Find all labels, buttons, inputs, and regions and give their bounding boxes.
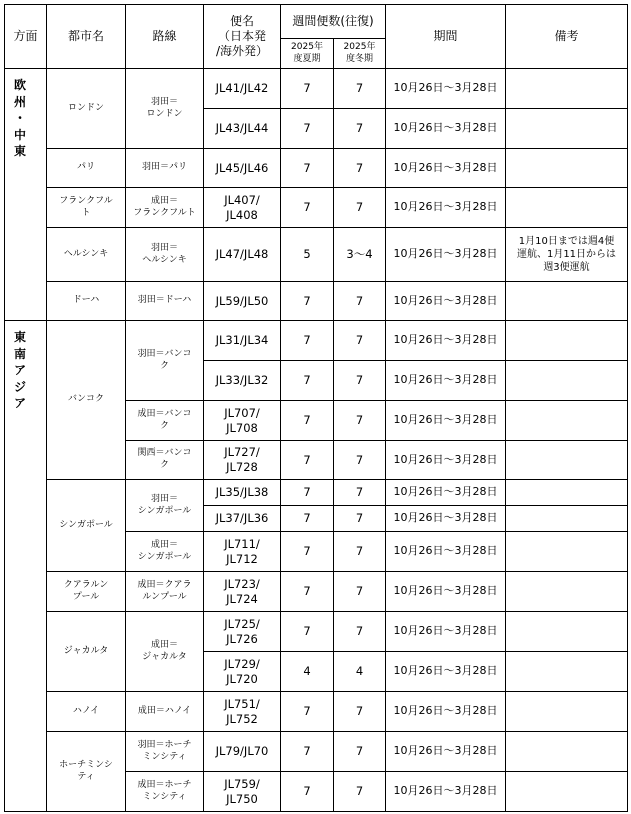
header-summer-line1: 2025年 [291,41,323,52]
flight-number-line: JL708 [226,420,258,435]
flight-number-line: JL724 [226,591,258,606]
flight-number-line: JL728 [226,460,258,474]
period-cell: 10月26日～3月28日 [386,69,506,109]
city-line: フランクフル [59,195,113,206]
winter-frequency-cell: 7 [334,361,386,401]
flight-number-line: JL725/ [224,616,260,631]
header-summer-line2: 度夏期 [293,53,321,64]
route-cell [126,612,204,692]
header-flight-line3: /海外発） [215,44,269,58]
header-flight-line1: 便名 [229,14,254,28]
winter-frequency-cell: 7 [334,612,386,652]
flight-number-line: JL33/JL32 [215,373,269,388]
header-note: 備考 [506,5,628,69]
period-cell: 10月26日～3月28日 [386,652,506,692]
region-cell [5,321,47,812]
route-line: 関西＝バンコ [137,448,192,459]
winter-frequency-cell: 7 [334,188,386,228]
table-row [5,321,628,361]
flight-number-line: JL37/JL36 [215,511,269,526]
flight-number-cell [204,441,281,480]
route-line: 成田＝ [150,539,178,550]
note-cell [506,612,628,652]
flight-number-cell [204,228,281,282]
note-cell [506,228,628,282]
city-cell [47,149,126,188]
route-line: 羽田＝ホーチ [137,739,192,750]
note-cell [506,401,628,441]
flight-number-line: JL711/ [224,536,260,551]
route-line: シンガポール [137,505,192,516]
note-cell [506,361,628,401]
city-line: バンコク [67,394,104,405]
table-row [5,612,628,652]
flight-number-cell [204,692,281,732]
city-cell [47,321,126,480]
city-cell [47,480,126,572]
region-char: 中 [13,127,26,142]
note-cell [506,572,628,612]
period-cell: 10月26日～3月28日 [386,732,506,772]
winter-frequency-cell: 7 [334,401,386,441]
city-line: ティ [77,771,95,782]
table-row [5,480,628,506]
header-row-1 [5,5,628,39]
city-cell [47,732,126,812]
table-row [5,732,628,772]
city-cell [47,188,126,228]
route-line: ク [159,420,169,431]
city-line: クアラルン [63,579,109,590]
winter-frequency-cell: 7 [334,441,386,480]
header-city: 都市名 [47,5,126,69]
note-cell [506,321,628,361]
city-cell [47,612,126,692]
table-row [5,188,628,228]
flight-number-cell [204,732,281,772]
table-row [5,692,628,732]
route-line: ルンプール [142,591,187,602]
city-line: ジャカルタ [63,645,109,656]
route-cell [126,772,204,812]
route-line: 羽田＝ [150,493,178,504]
flight-number-line: JL750 [226,791,258,806]
region-char: ジ [13,379,26,394]
route-cell [126,69,204,149]
flight-number-cell [204,69,281,109]
route-line: 成田＝ [150,639,178,650]
route-cell [126,321,204,401]
header-flight [204,5,281,69]
note-cell [506,692,628,732]
note-cell [506,652,628,692]
region-char: 南 [13,346,26,361]
header-flight-line2: （日本発 [217,29,266,43]
summer-frequency-cell: 7 [281,188,334,228]
route-line: ミンシティ [142,751,187,762]
summer-frequency-cell: 7 [281,321,334,361]
table-row [5,572,628,612]
city-line: ト [81,207,91,218]
note-cell [506,188,628,228]
flight-number-cell [204,612,281,652]
route-cell [126,480,204,532]
table-row [5,149,628,188]
period-cell: 10月26日～3月28日 [386,506,506,532]
city-line: ホーチミンシ [59,759,113,770]
flight-number-line: JL407/ [224,192,260,207]
period-cell: 10月26日～3月28日 [386,441,506,480]
route-cell [126,732,204,772]
period-cell: 10月26日～3月28日 [386,772,506,812]
note-cell [506,532,628,572]
header-winter-line2: 度冬期 [345,53,373,64]
city-cell [47,692,126,732]
winter-frequency-cell: 7 [334,692,386,732]
summer-frequency-cell: 7 [281,361,334,401]
table-body [5,5,628,812]
flight-number-line: JL41/JL42 [215,81,269,96]
period-cell: 10月26日～3月28日 [386,480,506,506]
flight-number-line: JL47/JL48 [215,247,269,262]
flight-number-line: JL726 [226,631,258,646]
period-cell: 10月26日～3月28日 [386,109,506,149]
route-cell [126,228,204,282]
summer-frequency-cell: 7 [281,149,334,188]
region-char: 州 [13,94,26,109]
note-cell [506,441,628,480]
flight-number-line: JL759/ [224,776,260,791]
flight-number-line: JL723/ [224,576,260,591]
flight-number-line: JL31/JL34 [215,333,269,348]
flight-number-line: JL712 [226,551,258,566]
flight-number-line: JL727/ [224,445,260,460]
city-line: ハノイ [72,705,100,716]
table-row [5,69,628,109]
flight-number-line: JL720 [226,671,258,686]
flight-number-cell [204,480,281,506]
route-cell [126,188,204,228]
flight-number-line: JL35/JL38 [215,485,269,500]
route-line: 成田＝ホーチ [137,779,192,790]
note-cell [506,282,628,321]
route-line: 成田＝バンコ [137,408,192,419]
region-cell [5,69,47,321]
city-cell [47,572,126,612]
city-line: ドーハ [72,295,100,306]
flight-number-cell [204,572,281,612]
header-period: 期間 [386,5,506,69]
period-cell: 10月26日～3月28日 [386,149,506,188]
city-line: ロンドン [67,102,104,113]
header-summer [281,39,334,69]
route-cell [126,572,204,612]
period-cell: 10月26日～3月28日 [386,282,506,321]
route-line: フランクフルト [133,207,196,218]
summer-frequency-cell: 7 [281,572,334,612]
route-line: 羽田＝パリ [141,162,187,173]
route-cell [126,401,204,441]
city-cell [47,282,126,321]
flight-number-cell [204,506,281,532]
route-cell [126,441,204,480]
city-line: シンガポール [59,519,113,530]
summer-frequency-cell: 7 [281,69,334,109]
route-line: ク [159,460,169,470]
region-char: 東 [13,330,26,344]
route-cell [126,149,204,188]
winter-frequency-cell: 7 [334,149,386,188]
table-row [5,228,628,282]
flight-number-cell [204,321,281,361]
route-line: ク [159,360,169,371]
route-line: 羽田＝ [150,96,178,107]
winter-frequency-cell: 7 [334,480,386,506]
city-cell [47,69,126,149]
period-cell: 10月26日～3月28日 [386,188,506,228]
summer-frequency-cell: 7 [281,532,334,572]
route-line: ロンドン [146,108,183,119]
flight-number-line: JL45/JL46 [215,160,269,175]
winter-frequency-cell: 7 [334,532,386,572]
flight-number-line: JL751/ [224,696,260,711]
period-cell: 10月26日～3月28日 [386,321,506,361]
summer-frequency-cell: 7 [281,732,334,772]
schedule-table-wrapper [4,4,628,812]
period-cell: 10月26日～3月28日 [386,572,506,612]
route-line: 成田＝クアラ [137,579,192,590]
note-cell [506,506,628,532]
period-cell: 10月26日～3月28日 [386,401,506,441]
route-cell [126,692,204,732]
period-cell: 10月26日～3月28日 [386,228,506,282]
summer-frequency-cell: 7 [281,401,334,441]
note-line: 週3便運航 [543,262,590,273]
region-char: ア [13,363,26,378]
note-line: 1月10日までは週4便 [518,236,615,247]
note-cell [506,69,628,109]
summer-frequency-cell: 7 [281,282,334,321]
note-cell [506,149,628,188]
header-weekly: 週間便数(往復) [281,5,386,39]
flight-number-cell [204,772,281,812]
region-char: ア [13,396,26,411]
period-cell: 10月26日～3月28日 [386,361,506,401]
summer-frequency-cell: 7 [281,772,334,812]
city-cell [47,228,126,282]
note-cell [506,480,628,506]
city-line: プール [72,591,100,602]
winter-frequency-cell: 7 [334,109,386,149]
route-cell [126,532,204,572]
city-line: パリ [76,162,95,173]
winter-frequency-cell: 7 [334,321,386,361]
winter-frequency-cell: 7 [334,772,386,812]
winter-frequency-cell: 7 [334,69,386,109]
region-char: ・ [13,111,26,126]
winter-frequency-cell: 3～4 [334,228,386,282]
winter-frequency-cell: 4 [334,652,386,692]
header-route: 路線 [126,5,204,69]
flight-number-cell [204,149,281,188]
route-line: ジャカルタ [142,651,187,662]
summer-frequency-cell: 7 [281,480,334,506]
route-line: 成田＝ [150,195,178,206]
city-line: ヘルシンキ [63,248,109,259]
period-cell: 10月26日～3月28日 [386,692,506,732]
header-winter-line1: 2025年 [343,41,376,52]
header-region: 方面 [5,5,47,69]
table-row [5,282,628,321]
route-line: ミンシティ [142,791,187,802]
note-cell [506,772,628,812]
header-winter [334,39,386,69]
flight-number-line: JL729/ [224,656,260,671]
note-cell [506,109,628,149]
winter-frequency-cell: 7 [334,572,386,612]
route-line: 羽田＝ドーハ [137,295,192,306]
period-cell: 10月26日～3月28日 [386,532,506,572]
route-line: 羽田＝バンコ [137,348,192,359]
summer-frequency-cell: 7 [281,692,334,732]
winter-frequency-cell: 7 [334,506,386,532]
flight-number-cell [204,532,281,572]
summer-frequency-cell: 7 [281,506,334,532]
winter-frequency-cell: 7 [334,282,386,321]
route-line: ヘルシンキ [142,254,187,265]
summer-frequency-cell: 7 [281,612,334,652]
flight-number-line: JL707/ [224,405,260,420]
region-char: 東 [13,144,26,159]
flight-number-cell [204,109,281,149]
summer-frequency-cell: 5 [281,228,334,282]
summer-frequency-cell: 4 [281,652,334,692]
flight-schedule-table [4,4,628,812]
route-line: 羽田＝ [150,242,178,253]
route-line: 成田＝ハノイ [137,705,192,716]
winter-frequency-cell: 7 [334,732,386,772]
period-cell: 10月26日～3月28日 [386,612,506,652]
route-cell [126,282,204,321]
flight-number-cell [204,401,281,441]
flight-number-line: JL59/JL50 [215,293,269,308]
flight-number-line: JL752 [226,711,258,726]
note-line: 運航、1月11日からは [516,249,617,260]
flight-number-line: JL408 [226,207,258,222]
region-char: 欧 [13,78,26,92]
flight-number-cell [204,188,281,228]
route-line: シンガポール [137,551,192,562]
flight-number-line: JL43/JL44 [215,121,269,136]
flight-number-cell [204,282,281,321]
flight-number-line: JL79/JL70 [215,744,269,759]
summer-frequency-cell: 7 [281,441,334,480]
note-cell [506,732,628,772]
flight-number-cell [204,361,281,401]
summer-frequency-cell: 7 [281,109,334,149]
flight-number-cell [204,652,281,692]
